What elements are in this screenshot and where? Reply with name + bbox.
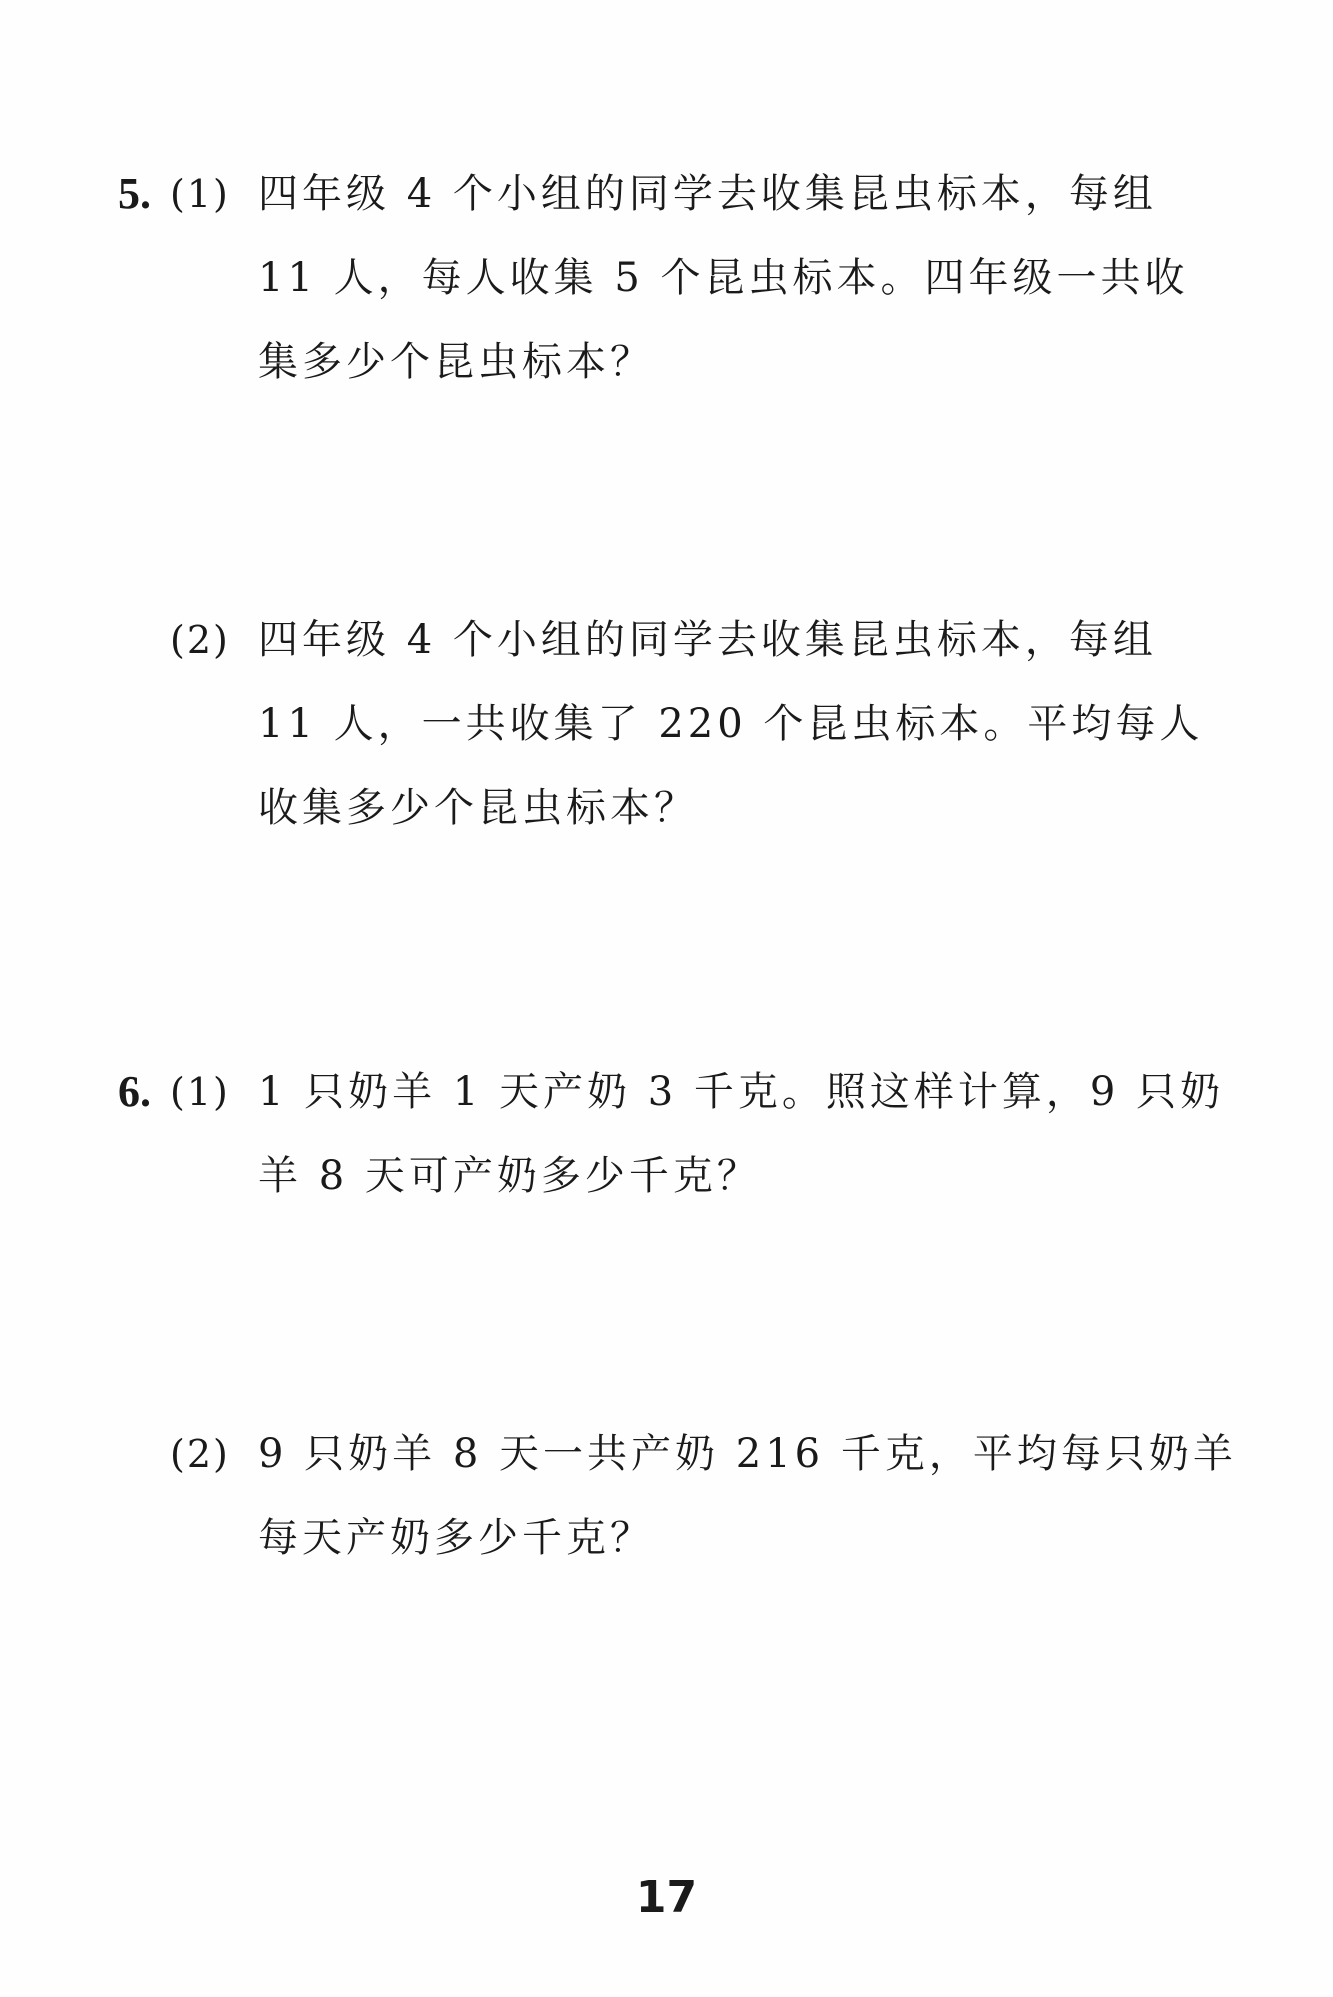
question-line: 11 人，一共收集了 220 个昆虫标本。平均每人: [258, 701, 1204, 747]
sub-question-label: (2): [170, 618, 230, 662]
question-line: 羊 8 天可产奶多少千克？: [258, 1153, 761, 1199]
sub-question-label: (1): [170, 172, 230, 216]
question-line: 四年级 4 个小组的同学去收集昆虫标本，每组: [258, 171, 1157, 217]
page-number: 17: [635, 1872, 698, 1923]
question-line: 1 只奶羊 1 天产奶 3 千克。照这样计算，9 只奶: [258, 1069, 1225, 1115]
sub-question-label: (1): [170, 1070, 230, 1114]
question-line: 四年级 4 个小组的同学去收集昆虫标本，每组: [258, 617, 1157, 663]
question-line: 收集多少个昆虫标本？: [258, 785, 698, 831]
sub-question-label: (2): [170, 1432, 230, 1476]
question-line: 9 只奶羊 8 天一共产奶 216 千克，平均每只奶羊: [258, 1431, 1237, 1477]
question-line: 集多少个昆虫标本？: [258, 339, 654, 385]
question-line: 11 人，每人收集 5 个昆虫标本。四年级一共收: [258, 255, 1189, 301]
problem-number: 6.: [118, 1067, 151, 1116]
question-line: 每天产奶多少千克？: [258, 1515, 654, 1561]
problem-number: 5.: [118, 169, 151, 218]
